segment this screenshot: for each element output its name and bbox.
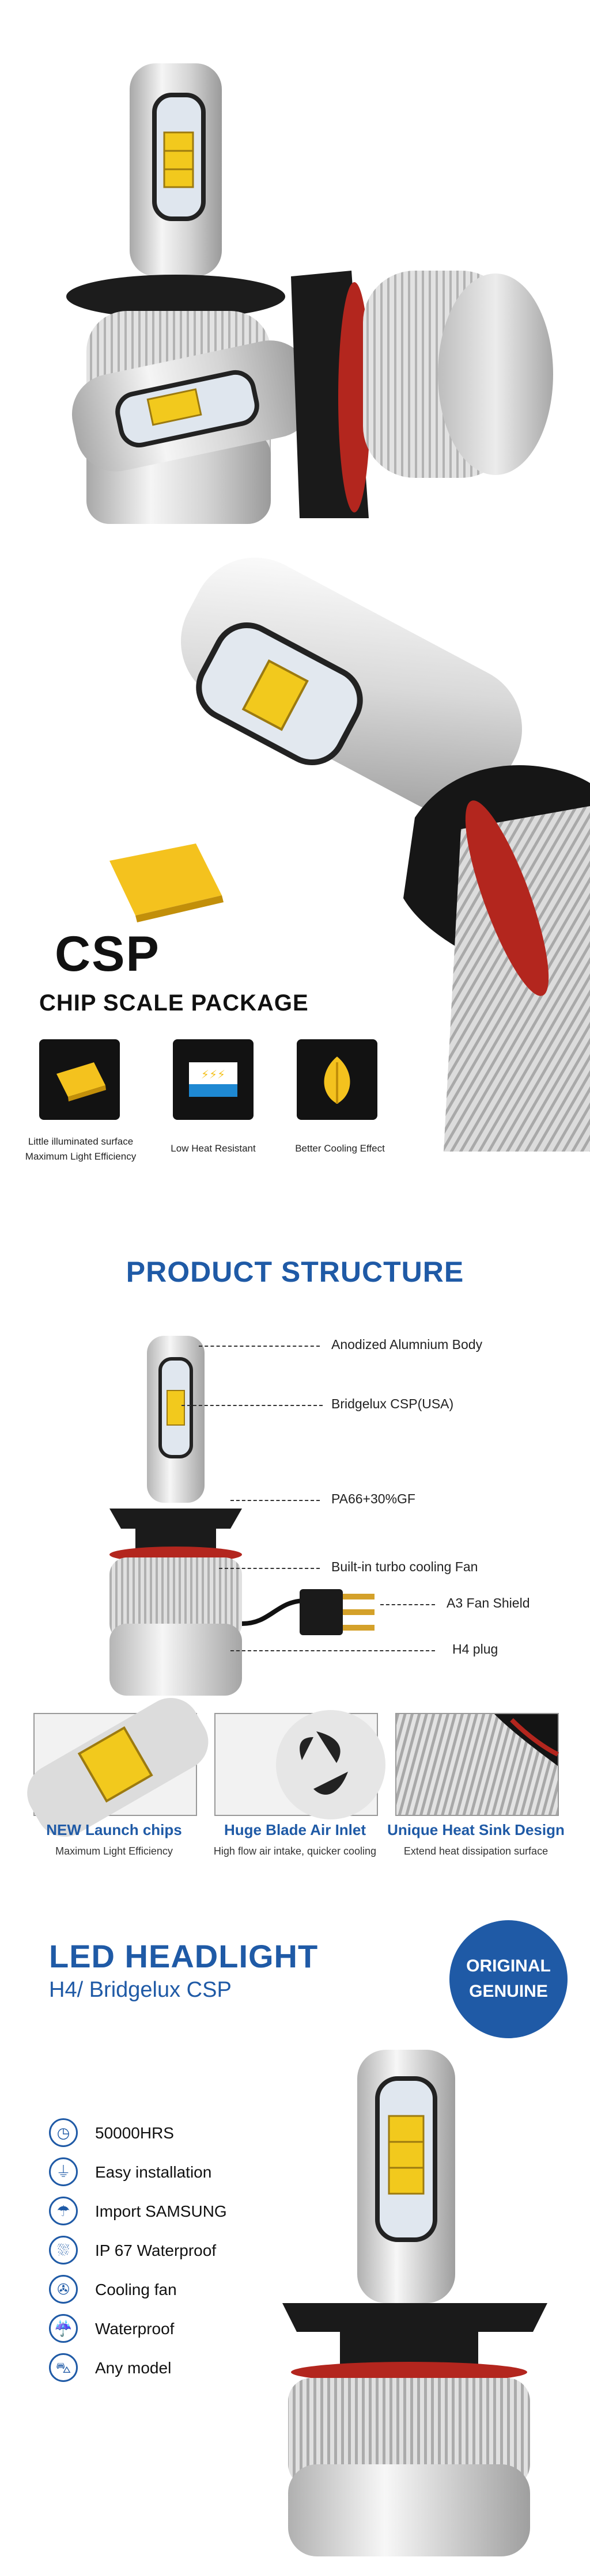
spec-label: Cooling fan	[95, 2281, 177, 2298]
callout-line-4	[219, 1568, 320, 1569]
heat-resistant-icon	[173, 1039, 254, 1120]
callout-plug: H4 plug	[452, 1642, 498, 1656]
callout-fan: Built-in turbo cooling Fan	[331, 1559, 478, 1574]
headlight-bulb-image	[265, 2050, 565, 2568]
umbrella-rain-icon: ☔	[49, 2314, 78, 2343]
panel-chips	[33, 1713, 197, 1816]
callout-line-6	[230, 1650, 435, 1651]
callout-body: Anodized Alumnium Body	[331, 1337, 483, 1352]
spec-label: IP 67 Waterproof	[95, 2241, 217, 2259]
panel-air-inlet	[214, 1713, 378, 1816]
cooling-leaf-icon	[297, 1039, 377, 1120]
plug-icon: ⏚	[49, 2157, 78, 2186]
panel-heat-sink	[395, 1713, 559, 1816]
hero-section	[0, 0, 590, 576]
panel-chips-title: NEW Launch chips	[46, 1821, 182, 1838]
chip-square-icon	[39, 1039, 120, 1120]
csp-title: CSP	[55, 926, 160, 982]
fan-icon: ✇	[49, 2275, 78, 2304]
spec-label: Easy installation	[95, 2163, 212, 2181]
spec-label: Any model	[95, 2359, 172, 2377]
chips-closeup-image	[35, 1714, 196, 1815]
waterproof-icon: ⛆	[49, 2236, 78, 2265]
callout-shield: A3 Fan Shield	[447, 1595, 530, 1610]
panel-air-inlet-title: Huge Blade Air Inlet	[224, 1821, 366, 1838]
callout-line-2	[181, 1405, 323, 1406]
svg-text:⚡⚡⚡: ⚡⚡⚡	[201, 1067, 226, 1081]
spec-label: 50000HRS	[95, 2124, 174, 2142]
badge-line2: GENUINE	[469, 1982, 548, 2001]
csp-subtitle: CHIP SCALE PACKAGE	[39, 990, 309, 1016]
feature-cooling-text: Better Cooling Effect	[295, 1143, 385, 1154]
callout-pa66: PA66+30%GF	[331, 1491, 415, 1506]
csp-chip-image	[98, 838, 236, 924]
panel-heat-sink-sub: Extend heat dissipation surface	[403, 1845, 549, 1857]
panel-chips-sub: Maximum Light Efficiency	[55, 1845, 173, 1857]
badge-line1: ORIGINAL	[466, 1956, 551, 1975]
feature-chip-line1: Little illuminated surface	[28, 1136, 134, 1147]
car-icon: ⛍	[49, 2353, 78, 2382]
structure-bulb-image	[0, 1324, 590, 1727]
callout-csp: Bridgelux CSP(USA)	[331, 1396, 454, 1411]
heat-sink-image	[396, 1714, 558, 1815]
spec-label: Import SAMSUNG	[95, 2202, 227, 2220]
original-genuine-badge	[449, 1920, 568, 2038]
structure-section	[0, 1152, 590, 1912]
umbrella-icon: ☂	[49, 2197, 78, 2225]
panel-air-inlet-sub: High flow air intake, quicker cooling	[213, 1845, 377, 1857]
callout-line-3	[230, 1500, 320, 1501]
feature-chip-line2: Maximum Light Efficiency	[25, 1151, 137, 1162]
air-inlet-image	[215, 1714, 377, 1815]
headlight-subtitle: H4/ Bridgelux CSP	[49, 1978, 232, 2002]
hero-bulbs-image	[0, 0, 590, 576]
spec-label: Waterproof	[95, 2320, 175, 2338]
headlight-title: LED HEADLIGHT	[49, 1938, 319, 1974]
structure-title: PRODUCT STRUCTURE	[126, 1256, 464, 1288]
callout-line-5	[380, 1604, 435, 1605]
feature-heat-text: Low Heat Resistant	[171, 1143, 256, 1154]
headlight-section	[0, 1912, 590, 2576]
csp-section	[0, 576, 590, 1162]
panel-heat-sink-title: Unique Heat Sink Design	[387, 1821, 565, 1838]
callout-line-1	[199, 1346, 320, 1347]
clock-icon: ◷	[49, 2118, 78, 2147]
